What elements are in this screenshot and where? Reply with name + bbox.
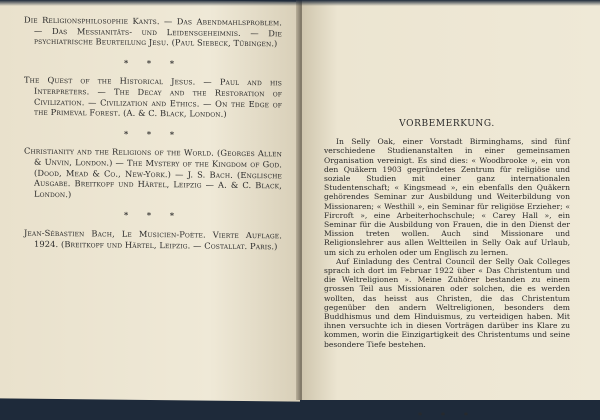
paragraph-intro: In Selly Oak, einer Vorstadt Birminghams, sind fünf verschiedene Studienanstalten in einer gemeinsamen Organisation vereinigt. Es sind dies: « Woodbrooke », ein von den Quäkern 1903 gegründetes Zentrum für religiöse und soziale Studien mit einer ganz internationalen Studentenschaft; « Kingsmead », ein ebenfalls den Quäkern gehörendes Seminar zur Ausbildung und Weiterbildung von Missionaren; « Westhill », ein Seminar für religiöse Erzieher; « Fircroft », eine Arbeiterhochschule; « Carey Hall », ein Seminar für die Ausbildung von Frauen, die in den Dienst der Mission treten wollen. Auch sind Missionare und Religionslehrer aus allen Weltteilen in Selly Oak auf Urlaub, um sich zu erholen oder um Englisch zu lernen. xyxy=(324,137,570,257)
page-heading: VORBEMERKUNG. xyxy=(399,119,495,129)
bibliography-entry-bach: Jean-Sébastien Bach, Le Musicien-Poète. Vierte Auflage. 1924. (Breitkopf und Härtel, Leipzig. — Costallat. Paris.) xyxy=(24,227,282,251)
paragraph-invitation: Auf Einladung des Central Council der Selly Oak Colleges sprach ich dort im Februar 1922 über « Das Christentum und die Weltreligionen ». Meine Zuhörer bestanden zu einem grossen Teil aus Missionaren oder solchen, die es werden wollten, das heisst aus Christen, die das Christentum gegenüber den andern Weltreligionen, besonders dem Buddhismus und dem Hinduismus, zu verteidigen haben. Mit ihnen versuchte ich in diesen Vorträgen darüber ins Klare zu kommen, worin die Einzigartigkeit des Christentums und seine besondere Tiefe bestehen. xyxy=(324,256,570,349)
separator-stars: * * * xyxy=(417,409,477,420)
bibliography-entry-christianity: Christianity and the Religions of the World. (Georges Allen & Unvin, London.) — The Mystery of the Kingdom of God. (Dood, Mead & Co., New-York.) — J. S. Bach. (Englische Ausgabe. Breitkopf und Härtel, Leipzig — A. & C. Black, London.) xyxy=(24,146,282,199)
left-page xyxy=(0,0,300,402)
bibliography-entry-german: Die Religionsphilosophie Kants. — Das Abendmahlsproblem. — Das Messianitäts- und Leidensgeheimnis. — Die psychiatrische Beurteilung Jesu. (Paul Siebeck, Tübingen.) xyxy=(24,14,282,49)
separator-stars: * * * xyxy=(123,57,183,69)
top-shadow xyxy=(0,0,600,6)
separator-stars: * * * xyxy=(123,210,183,221)
right-page xyxy=(302,0,600,420)
bibliography-entry-english: The Quest of the Historical Jesus. — Paul and his Interpreters. — The Decay and the Restoration of Civilization. — Civilization and Ethics. — On the Edge of the Primeval Forest. (A. & C. Black, London.) xyxy=(24,75,282,119)
separator-stars: * * * xyxy=(123,128,183,140)
